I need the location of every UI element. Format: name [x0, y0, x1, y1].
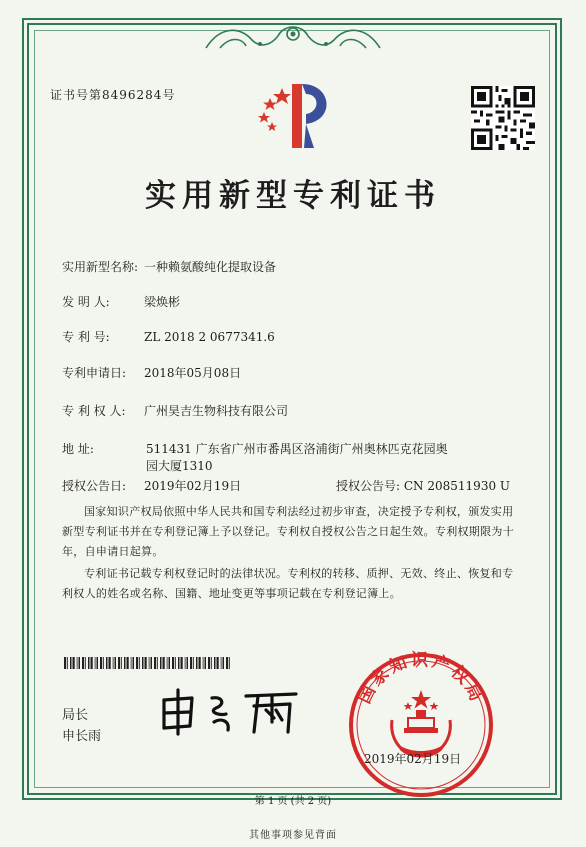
field-filing-date [62, 364, 241, 381]
field-label: 授权公告日: [62, 479, 127, 493]
page-number: 第 1 页 (共 2 页) [254, 796, 332, 807]
top-ornament [200, 18, 386, 56]
body-paragraph-2: 专利证书记载专利权登记时的法律状况。专利权的转移、质押、无效、终止、恢复和专利权人的姓名或名称、国籍、地址变更等事项记载在专利登记簿上。 [62, 567, 514, 600]
field-value: 2018年05月08日 [144, 366, 242, 380]
field-patentee [62, 402, 288, 419]
address-line-1: 511431 广东省广州市番禺区洛浦街广州奥林匹克花园奥 [146, 442, 448, 456]
seal-date: 2019年02月19日 [364, 752, 462, 766]
field-patent-number [62, 328, 275, 345]
field-inventor [62, 293, 180, 310]
address-line-2: 园大厦1310 [146, 459, 213, 473]
field-value: ZL 2018 2 0677341.6 [144, 330, 275, 344]
grant-number-label: 授权公告号: [336, 479, 401, 493]
barcode-icon [64, 657, 234, 669]
field-label: 专利申请日: [62, 366, 127, 380]
field-value: 一种赖氨酸纯化提取设备 [144, 260, 277, 274]
field-utility-name [62, 258, 276, 275]
field-label: 专 利 权 人: [62, 404, 126, 418]
grant-number-value: CN 208511930 U [403, 479, 511, 493]
grant-number [336, 477, 510, 494]
cnipa-logo-icon [250, 74, 350, 154]
field-label: 地 址: [62, 442, 94, 456]
page-title: 实用新型专利证书 [145, 178, 441, 214]
field-label: 发 明 人: [62, 295, 110, 309]
field-grant-date [62, 477, 241, 494]
field-value: 梁焕彬 [144, 295, 181, 309]
official-seal-icon [346, 650, 496, 800]
handwritten-signature [150, 686, 320, 736]
director-name: 申长雨 [62, 729, 102, 744]
field-value: 2019年02月19日 [144, 479, 242, 493]
seal-text: 国家知识产权局 [354, 650, 488, 707]
certificate-number: 证书号第8496284号 [50, 88, 176, 102]
field-address-label [62, 440, 144, 457]
field-value: 广州昊吉生物科技有限公司 [144, 404, 289, 418]
footer-note: 其他事项参见背面 [249, 830, 337, 841]
qr-code-icon [471, 86, 535, 150]
body-paragraph-1: 国家知识产权局依照中华人民共和国专利法经过初步审查，决定授予专利权，颁发实用新型专利证书并在专利登记簿上予以登记。专利权自授权公告之日起生效。专利权期限为十年，自申请日起算。 [62, 505, 514, 558]
director-title: 局长 [62, 708, 89, 723]
field-label: 专 利 号: [62, 330, 110, 344]
field-label: 实用新型名称: [62, 260, 139, 274]
